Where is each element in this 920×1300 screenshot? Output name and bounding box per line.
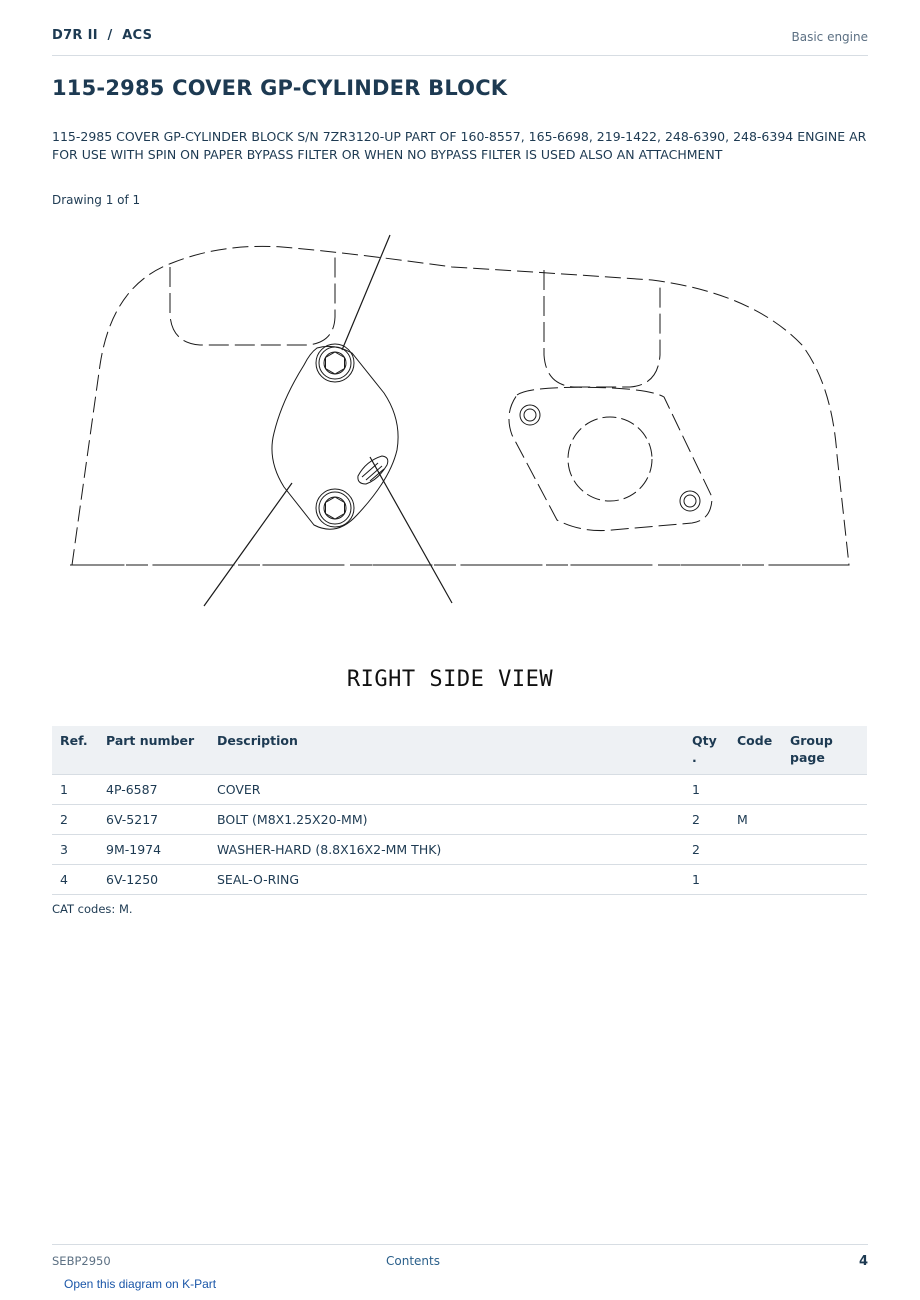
flange-port [568, 417, 652, 501]
parts-table [52, 726, 867, 895]
flange-hole-bottom [680, 491, 700, 511]
flange-right [509, 387, 712, 530]
cell-code [729, 865, 782, 895]
cell-group-page [782, 805, 867, 835]
cell-ref: 1 [52, 775, 98, 805]
group-description: 115-2985 COVER GP-CYLINDER BLOCK S/N 7ZR3120-UP PART OF 160-8557, 165-6698, 219-1422, 248-6390, 248-6394 ENGINE AR FOR USE WITH SPIN ON PAPER BYPASS FILTER OR WHEN NO BYPASS FILTER IS USED ALSO AN ATTACHMENT [52, 129, 867, 162]
col-header-code: Code [729, 726, 782, 775]
cell-ref: 3 [52, 835, 98, 865]
col-header-qty: Qty . [684, 726, 729, 775]
leader-line-2 [204, 483, 292, 606]
diagram-caption: RIGHT SIDE VIEW [346, 667, 554, 692]
cell-part-number[interactable]: 6V-5217 [98, 805, 209, 835]
cell-description: WASHER-HARD (8.8X16X2-MM THK) [209, 835, 684, 865]
cell-part-number[interactable]: 6V-1250 [98, 865, 209, 895]
table-row [52, 865, 867, 895]
cell-code [729, 835, 782, 865]
cell-part-number[interactable]: 4P-6587 [98, 775, 209, 805]
section-label: Basic engine [791, 30, 868, 44]
cell-qty: 1 [684, 775, 729, 805]
cell-ref: 2 [52, 805, 98, 835]
kpart-link[interactable]: Open this diagram on K-Part [64, 1277, 217, 1291]
cell-description: SEAL-O-RING [209, 865, 684, 895]
cavity-left [170, 255, 335, 345]
cell-qty: 1 [684, 865, 729, 895]
parts-diagram[interactable] [52, 225, 868, 705]
cell-code [729, 775, 782, 805]
col-header-part-number: Part number [98, 726, 209, 775]
cell-qty: 2 [684, 805, 729, 835]
cell-group-page [782, 865, 867, 895]
block-outline [72, 246, 849, 565]
table-row [52, 775, 867, 805]
col-header-description: Description [209, 726, 684, 775]
contents-link[interactable]: Contents [386, 1254, 440, 1268]
bolt-bottom [316, 489, 354, 527]
page-title: 115-2985 COVER GP-CYLINDER BLOCK [52, 76, 508, 100]
cell-qty: 2 [684, 835, 729, 865]
col-header-ref: Ref. [52, 726, 98, 775]
cell-description: COVER [209, 775, 684, 805]
page-header [52, 28, 868, 56]
cell-ref: 4 [52, 865, 98, 895]
cat-codes-note: CAT codes: M. [52, 902, 133, 916]
page-number: 4 [858, 1254, 868, 1269]
leader-line-3 [370, 457, 452, 603]
cell-group-page [782, 775, 867, 805]
table-header-row [52, 726, 867, 775]
cell-description: BOLT (M8X1.25X20-MM) [209, 805, 684, 835]
drawing-count: Drawing 1 of 1 [52, 193, 141, 207]
flange-hole-top [520, 405, 540, 425]
table-row [52, 835, 867, 865]
cell-code: M [729, 805, 782, 835]
document-number: SEBP2950 [52, 1254, 111, 1268]
cell-group-page [782, 835, 867, 865]
table-row [52, 805, 867, 835]
cavity-right [544, 270, 660, 387]
cell-part-number[interactable]: 9M-1974 [98, 835, 209, 865]
breadcrumb: D7R II / ACS [52, 28, 153, 43]
leader-line-1 [342, 235, 390, 350]
col-header-group-page: Group page [782, 726, 867, 775]
bolt-top [316, 344, 354, 382]
